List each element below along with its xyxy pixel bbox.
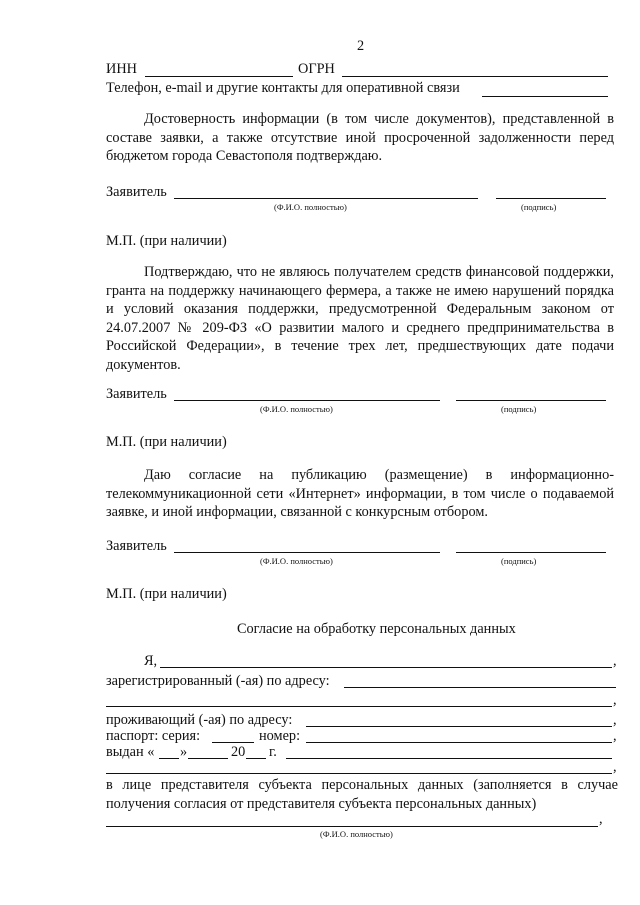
issued-year-suffix: г. xyxy=(269,744,277,760)
applicant-fio-field-2[interactable] xyxy=(174,400,440,401)
contacts-label: Телефон, e-mail и другие контакты для оперативной связи xyxy=(106,80,460,96)
comma-2: , xyxy=(613,692,617,708)
registered-address-field[interactable] xyxy=(344,687,616,688)
applicant-fio-field-1[interactable] xyxy=(174,198,478,199)
fio-caption-1: (Ф.И.О. полностью) xyxy=(274,202,347,212)
issued-day-field[interactable] xyxy=(159,758,179,759)
issued-year-prefix: 20 xyxy=(231,744,246,760)
stamp-label-1: М.П. (при наличии) xyxy=(106,233,227,249)
passport-number-field[interactable] xyxy=(306,742,612,743)
representative-fio-field[interactable] xyxy=(106,826,598,827)
applicant-signature-field-3[interactable] xyxy=(456,552,606,553)
passport-number-label: номер: xyxy=(259,728,301,744)
inn-label: ИНН xyxy=(106,61,137,77)
issued-by-field-2[interactable] xyxy=(106,773,612,774)
comma-4: , xyxy=(613,728,617,744)
issued-year-field[interactable] xyxy=(246,758,266,759)
ogrn-field[interactable] xyxy=(342,76,608,77)
reliability-paragraph: Достоверность информации (в том числе документов), представленной в составе заявки, а также отсутствие иной просроченной задолженности перед бюджетом города Севастополя подтверждаю. xyxy=(106,111,614,165)
issued-by-field[interactable] xyxy=(286,758,612,759)
stamp-label-2: М.П. (при наличии) xyxy=(106,434,227,450)
stamp-label-3: М.П. (при наличии) xyxy=(106,586,227,602)
passport-series-label: паспорт: серия: xyxy=(106,728,201,744)
comma-3: , xyxy=(613,712,617,728)
applicant-signature-field-2[interactable] xyxy=(456,400,606,401)
comma-1: , xyxy=(613,653,617,669)
inn-field[interactable] xyxy=(145,76,293,77)
page-number: 2 xyxy=(357,38,365,54)
consent-fullname-field[interactable] xyxy=(160,667,612,668)
issued-mid: » xyxy=(180,744,188,760)
applicant-signature-field-1[interactable] xyxy=(496,198,606,199)
signature-caption-3: (подпись) xyxy=(501,556,537,566)
representative-paragraph: в лице представителя субъекта персональных данных (заполняется в случае получения согласия от представителя субъекта персональных данных) xyxy=(106,777,618,812)
fio-caption-2: (Ф.И.О. полностью) xyxy=(260,404,333,414)
signature-caption-1: (подпись) xyxy=(521,202,557,212)
consent-title: Согласие на обработку персональных данных xyxy=(237,621,516,637)
confirmation-paragraph: Подтверждаю, что не являюсь получателем средств финансовой поддержки, гранта на поддержку начинающего фермера, а также не имею нарушений порядка и условий оказания поддержки, предусмотренной Федеральным законом от 24.07.2007 № 209-ФЗ «О развитии малого и среднего предпринимательства в Российской Федерации», в течение трех лет, предшествующих дате подачи документов. xyxy=(106,264,614,373)
comma-5: , xyxy=(613,759,617,775)
i-label: Я, xyxy=(144,653,158,669)
living-address-field[interactable] xyxy=(306,726,612,727)
representative-fio-caption: (Ф.И.О. полностью) xyxy=(320,829,393,839)
issued-prefix: выдан « xyxy=(106,744,155,760)
ogrn-label: ОГРН xyxy=(298,61,335,77)
signature-caption-2: (подпись) xyxy=(501,404,537,414)
applicant-fio-field-3[interactable] xyxy=(174,552,440,553)
applicant-label-1: Заявитель xyxy=(106,184,167,200)
fio-caption-3: (Ф.И.О. полностью) xyxy=(260,556,333,566)
registered-address-field-2[interactable] xyxy=(106,706,612,707)
living-address-label: проживающий (-ая) по адресу: xyxy=(106,712,293,728)
applicant-label-2: Заявитель xyxy=(106,386,167,402)
publication-consent-paragraph: Даю согласие на публикацию (размещение) в информационно-телекоммуникационной сети «Интернет» информации, в том числе о подаваемой заявке, и иной информации, связанной с конкурсным отбором. xyxy=(106,467,614,521)
issued-month-field[interactable] xyxy=(188,758,228,759)
contacts-field[interactable] xyxy=(482,96,608,97)
applicant-label-3: Заявитель xyxy=(106,538,167,554)
registered-address-label: зарегистрированный (-ая) по адресу: xyxy=(106,673,330,689)
comma-6: , xyxy=(599,811,603,827)
